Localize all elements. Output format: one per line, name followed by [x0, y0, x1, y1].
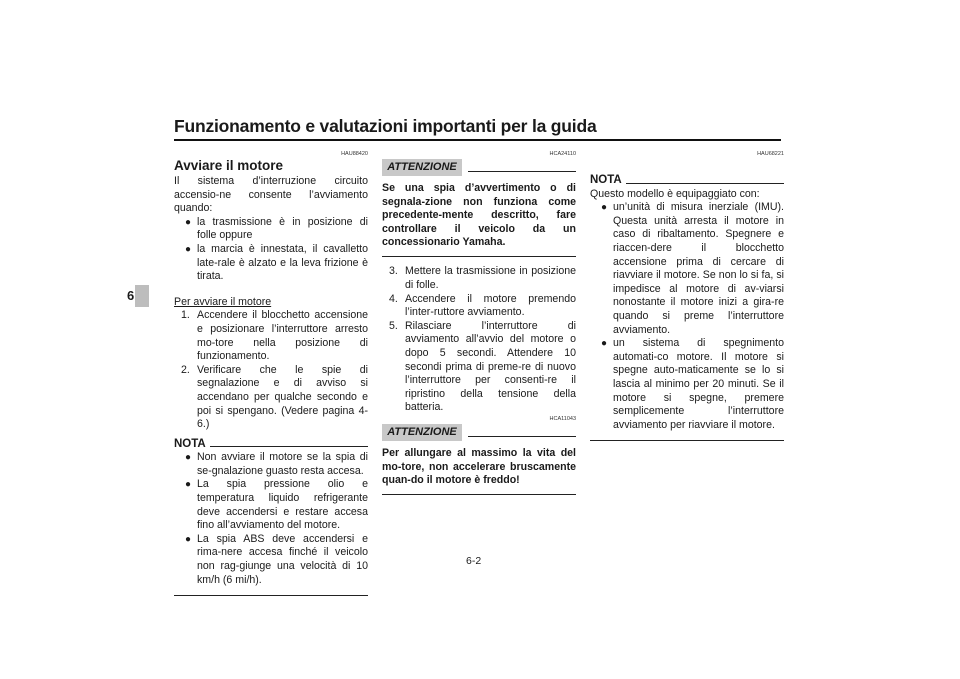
list-item: ● un sistema di spegnimento automati-co motore. Il motore si spegne auto-maticamente se lo si lascia al minimo per 20 minuti. Se il motore si spegne, premere semplicemente l’interruttore avviamento per riavviare il motore.: [601, 337, 784, 431]
steps-list-continued: [382, 265, 576, 415]
subheading: Per avviare il motore: [174, 295, 272, 308]
equipment-list: [590, 201, 784, 432]
bullet-icon: ●: [601, 338, 608, 350]
nota-label: NOTA: [174, 437, 206, 450]
list-item: ● La spia ABS deve accendersi e rima-nere accesa finché il veicolo non rag-giunge una velocità di 10 km/h (6 mi/h).: [185, 532, 368, 586]
list-item: ● la trasmissione è in posizione di folle oppure: [185, 215, 368, 242]
nota-list: [174, 451, 368, 587]
conditions-list: [174, 216, 368, 284]
nota-header: [590, 174, 784, 188]
chapter-number: 6: [127, 288, 135, 303]
nota-end-rule: [590, 440, 784, 441]
caution-code: HCA11043: [549, 416, 576, 422]
bullet-icon: ●: [185, 452, 192, 464]
header-rule: [174, 139, 781, 141]
steps-list: [174, 309, 368, 431]
step-item: 2. Verificare che le spie di segnalazione e di avviso si accendano per qualche secondo e poi si spengano. (Vedere pagina 4-6.): [181, 363, 368, 431]
bullet-icon: ●: [601, 202, 608, 214]
column-1: [174, 150, 368, 596]
attenzione-label: ATTENZIONE: [382, 424, 462, 441]
step-item: 3. Mettere la trasmissione in posizione di folle.: [389, 265, 576, 292]
caution-end-rule: [382, 256, 576, 258]
intro-paragraph: Questo modello è equipaggiato con:: [590, 187, 760, 200]
step-item: 1. Accendere il blocchetto accensione e posizionare l’interruttore arresto mo-tore nella posizione di funzionamento.: [181, 309, 368, 363]
nota-header: [174, 438, 368, 452]
step-item: 5. Rilasciare l’interruttore di avviamento all’avvio del motore o dopo 5 secondi. Attendere 10 secondi prima di preme-re di nuovo l’interruttore per consenti-re il ripristino della tensione della batteria.: [389, 319, 576, 414]
caution-header: [382, 424, 576, 441]
list-item: ● la marcia è innestata, il cavalletto late-rale è alzato e la leva frizione è tirata.: [185, 242, 368, 283]
caution-text: Per allungare al massimo la vita del mo-tore, non accelerare bruscamente quan-do il motore è freddo!: [382, 447, 576, 487]
nota-rule: [210, 446, 368, 447]
bullet-icon: ●: [185, 216, 192, 228]
caution-rule: [468, 436, 576, 437]
column-3: [590, 150, 784, 441]
list-item: ● un’unità di misura inerziale (IMU). Questa unità arresta il motore in caso di ribaltamento. Spegnere e riaccen-dere il blocchetto accensione prima di cercare di riavviare il motore. Se non lo si fa, si impedisce al motore di av-viarsi nonostante il motore inizi a gira-re quando si preme l’interruttore avviamento.: [601, 201, 784, 336]
page-header-title: Funzionamento e valutazioni importanti per la guida: [174, 116, 597, 136]
caution-rule: [468, 171, 576, 172]
caution-code: HCA24110: [549, 151, 576, 157]
caution-text: Se una spia d’avvertimento o di segnala-zione non funziona come precedente-mente descritto, fare controllare il veicolo da un concessionario Yamaha.: [382, 182, 576, 249]
chapter-tab: [135, 285, 149, 307]
attenzione-label: ATTENZIONE: [382, 159, 462, 176]
list-item: ● La spia pressione olio e temperatura liquido refrigerante deve accendersi e restare accesa fino all’avviamento del motore.: [185, 478, 368, 532]
bullet-icon: ●: [185, 479, 192, 491]
nota-end-rule: [174, 595, 368, 596]
section-code: HAU88420: [341, 151, 368, 157]
page-number: 6-2: [466, 555, 482, 567]
nota-rule: [626, 183, 784, 184]
section-code: HAU68221: [757, 151, 784, 157]
bullet-icon: ●: [185, 533, 192, 545]
caution-header: [382, 159, 576, 176]
nota-label: NOTA: [590, 174, 622, 186]
intro-paragraph: Il sistema d’interruzione circuito accensio-ne consente l’avviamento quando:: [174, 175, 368, 215]
column-2: [382, 150, 576, 503]
list-item: ● Non avviare il motore se la spia di se-gnalazione guasto resta accesa.: [185, 451, 368, 477]
bullet-icon: ●: [185, 243, 192, 255]
caution-end-rule: [382, 494, 576, 496]
section-heading: Avviare il motore: [174, 158, 284, 173]
step-item: 4. Accendere il motore premendo l’inter-ruttore avviamento.: [389, 292, 576, 319]
